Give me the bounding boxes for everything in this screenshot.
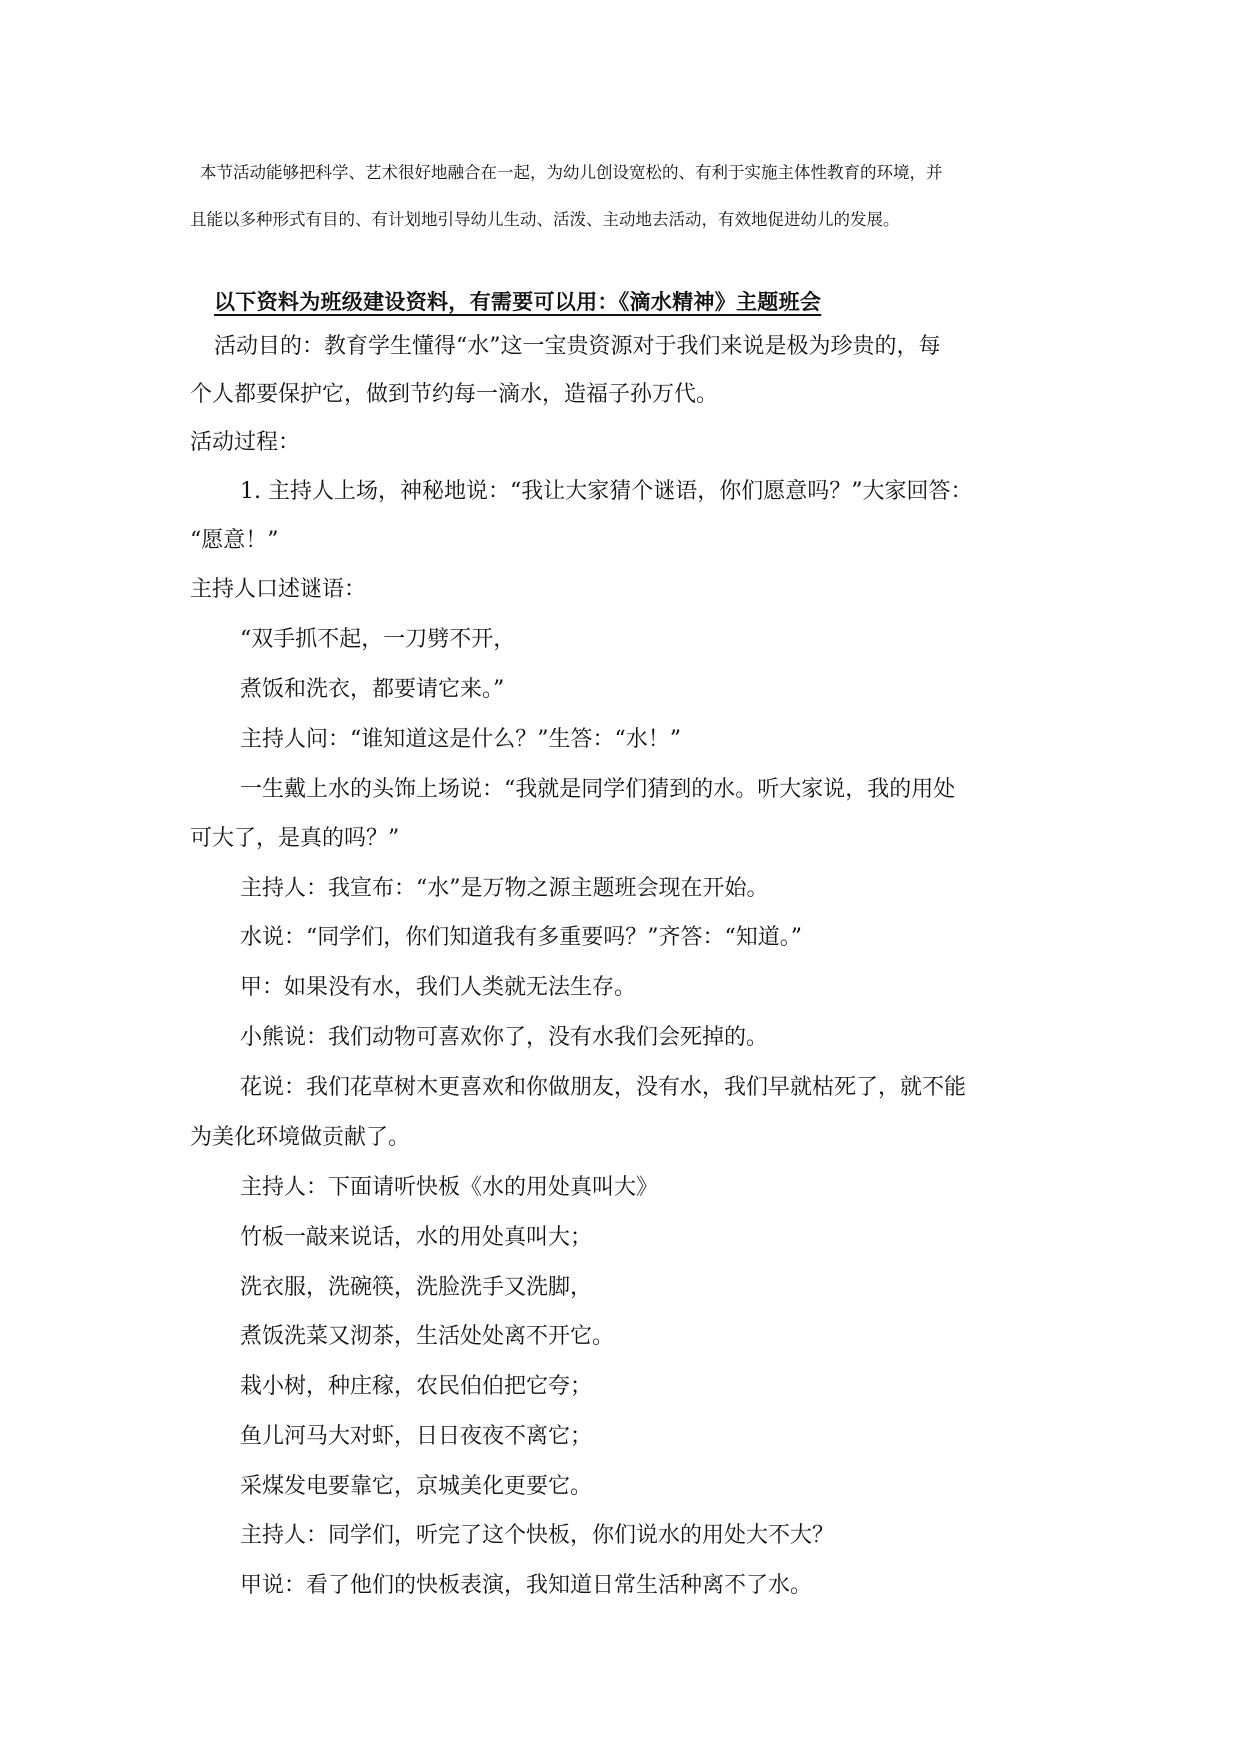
text-line: 主持人：同学们，听完了这个快板，你们说水的用处大不大？ bbox=[240, 1523, 835, 1548]
text-line: 活动目的：教育学生懂得“水”这一宝贵资源对于我们来说是极为珍贵的，每 bbox=[214, 334, 941, 359]
section-title: 以下资料为班级建设资料，有需要可以用：《滴水精神》主题班会 bbox=[214, 289, 822, 314]
intro-paragraph-line-2: 且能以多种形式有目的、有计划地引导幼儿生动、活泼、主动地去活动，有效地促进幼儿的发展。 bbox=[190, 210, 900, 229]
text-line: 主持人口述谜语： bbox=[190, 577, 367, 602]
text-line: 个人都要保护它，做到节约每一滴水，造福子孙万代。 bbox=[190, 382, 719, 407]
text-line: 鱼儿河马大对虾，日日夜夜不离它； bbox=[240, 1424, 593, 1449]
text-line: 洗衣服，洗碗筷，洗脸洗手又洗脚， bbox=[240, 1275, 593, 1300]
text-line: 煮饭洗菜又沏茶，生活处处离不开它。 bbox=[240, 1324, 615, 1349]
text-line: 活动过程： bbox=[190, 430, 301, 455]
text-line: 花说：我们花草树木更喜欢和你做朋友，没有水，我们早就枯死了，就不能 bbox=[240, 1075, 967, 1100]
text-line: 小熊说：我们动物可喜欢你了，没有水我们会死掉的。 bbox=[240, 1025, 769, 1050]
text-line: 主持人问：“谁知道这是什么？”生答：“水！” bbox=[240, 727, 681, 752]
text-line: “双手抓不起，一刀劈不开， bbox=[240, 627, 516, 652]
text-line: 甲：如果没有水，我们人类就无法生存。 bbox=[240, 975, 637, 1000]
text-line: 水说：“同学们，你们知道我有多重要吗？”齐答：“知道。” bbox=[240, 925, 802, 950]
text-line: 主持人：下面请听快板《水的用处真叫大》 bbox=[240, 1175, 659, 1200]
text-line: 1. 主持人上场，神秘地说：“我让大家猜个谜语，你们愿意吗？”大家回答： bbox=[240, 479, 973, 504]
text-line: 主持人：我宣布：“水”是万物之源主题班会现在开始。 bbox=[240, 876, 769, 901]
text-line: 可大了，是真的吗？” bbox=[190, 826, 400, 851]
text-line: 一生戴上水的头饰上场说：“我就是同学们猜到的水。听大家说，我的用处 bbox=[240, 777, 956, 802]
text-line: 采煤发电要靠它，京城美化更要它。 bbox=[240, 1474, 593, 1499]
intro-paragraph-line-1: 本节活动能够把科学、艺术很好地融合在一起，为幼儿创设宽松的、有利于实施主体性教育的环境，并 bbox=[200, 163, 943, 182]
text-line: 煮饭和洗衣，都要请它来。” bbox=[240, 677, 505, 702]
text-line: 为美化环境做贡献了。 bbox=[190, 1125, 411, 1150]
text-line: 竹板一敲来说话，水的用处真叫大； bbox=[240, 1225, 593, 1250]
text-line: 甲说：看了他们的快板表演，我知道日常生活种离不了水。 bbox=[240, 1573, 813, 1598]
text-line: “愿意！” bbox=[190, 528, 279, 553]
text-line: 栽小树，种庄稼，农民伯伯把它夸； bbox=[240, 1374, 593, 1399]
